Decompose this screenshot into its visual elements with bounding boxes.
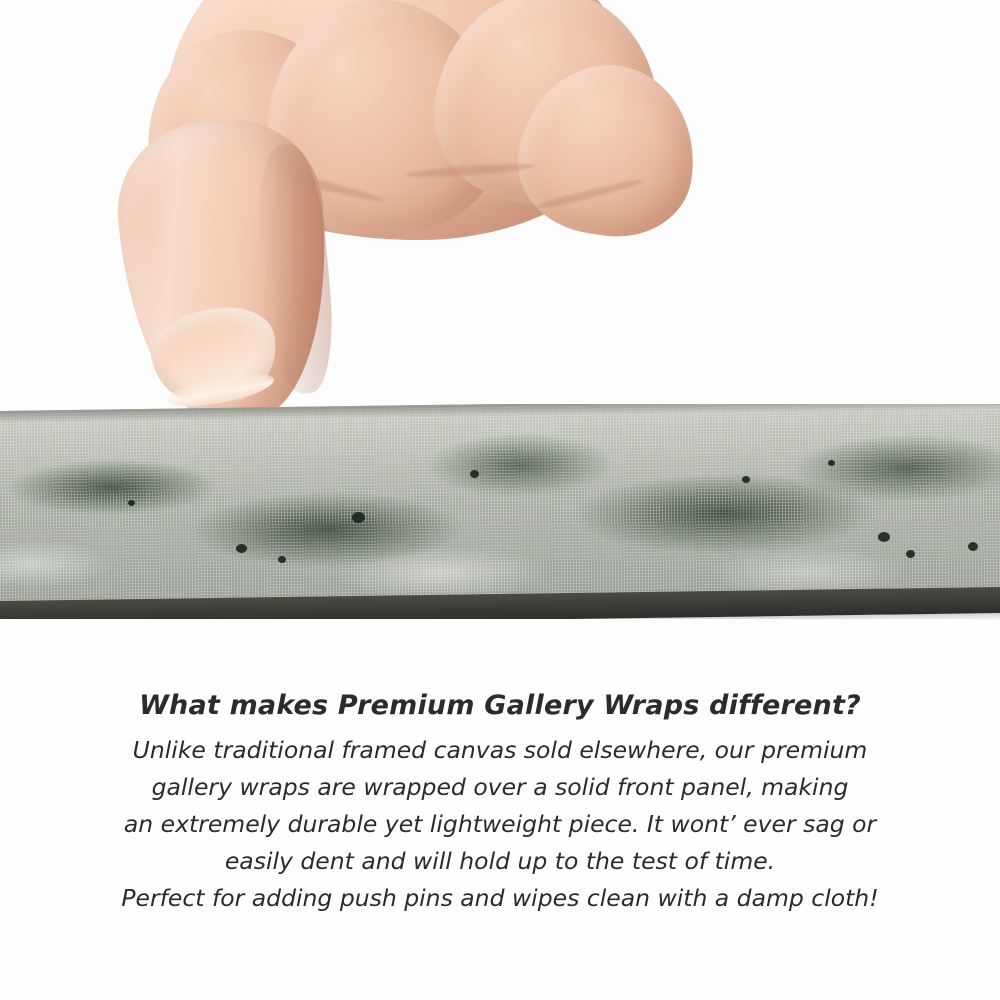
- canvas-speck: [236, 544, 247, 553]
- canvas-speck: [278, 556, 286, 563]
- canvas-speck: [968, 542, 978, 551]
- caption-heading: What makes Premium Gallery Wraps different?: [139, 690, 861, 721]
- caption-line: Unlike traditional framed canvas sold elsewhere, our premium: [132, 736, 868, 764]
- canvas-weave-texture: [0, 404, 1000, 616]
- caption-block: [0, 690, 1000, 917]
- caption-line: easily dent and will hold up to the test of time.: [224, 847, 776, 875]
- caption-line: gallery wraps are wrapped over a solid front panel, making: [151, 773, 849, 801]
- index-finger: [110, 112, 340, 429]
- gallery-wrap-edge: [0, 404, 1000, 619]
- hand-illustration: [105, 0, 665, 440]
- caption-line: Perfect for adding push pins and wipes clean with a damp cloth!: [121, 884, 879, 912]
- canvas-speck: [878, 532, 890, 542]
- canvas-speck: [128, 500, 135, 506]
- canvas-speck: [906, 550, 915, 558]
- canvas-speck: [742, 476, 750, 483]
- caption-line: an extremely durable yet lightweight piece. It wont’ ever sag or: [123, 810, 877, 838]
- canvas-speck: [470, 470, 479, 478]
- canvas-speck: [352, 512, 365, 523]
- canvas-speck: [828, 460, 835, 466]
